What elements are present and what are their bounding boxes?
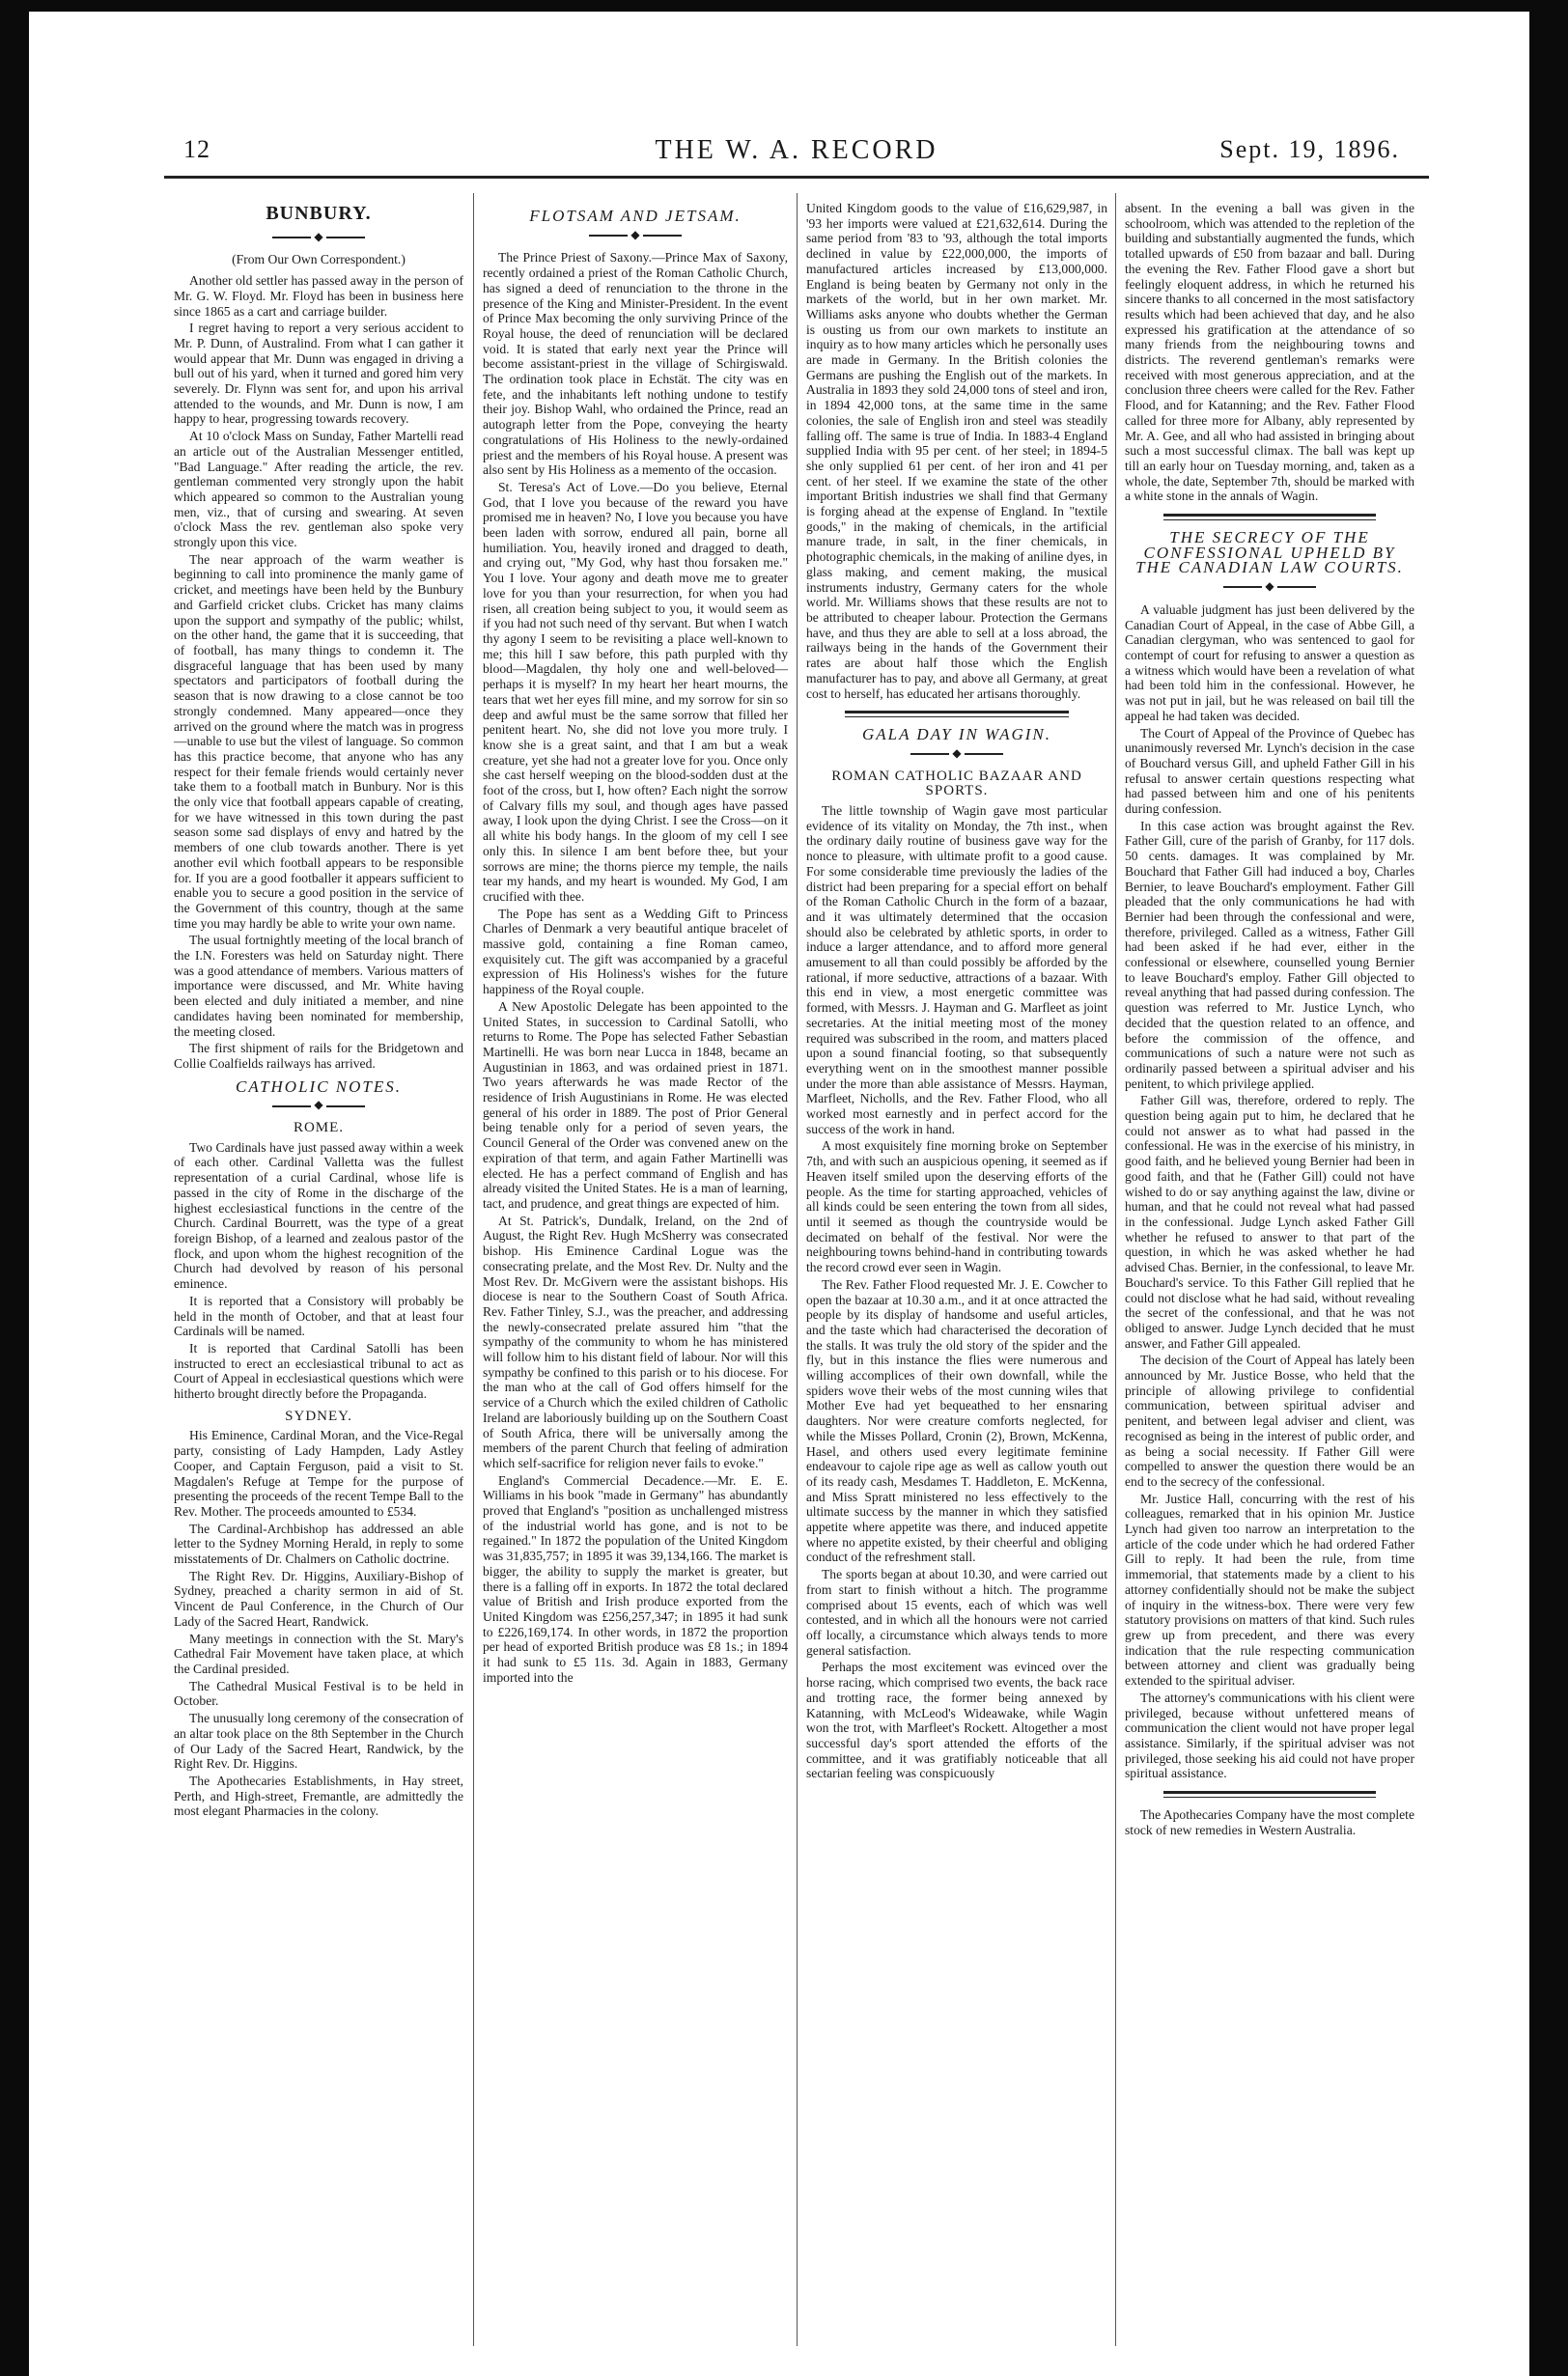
paper-title: THE W. A. RECORD [655,135,938,165]
newspaper-page [164,97,1429,2356]
section-rule [1163,1791,1376,1798]
column-1 [174,201,463,1821]
ornament: ◆ [1125,579,1414,595]
article-paragraph: The Pope has sent as a Wedding Gift to Princess Charles of Denmark a very beautiful antique bracelet of massive gold, containing a fine Roman cameo, exquisitely cut. The gift was accompanied by a graceful expression of His Holiness's wishes for the future happiness of the Royal couple. [483,906,788,997]
article-paragraph: A New Apostolic Delegate has been appointed to the United States, in succession to Cardinal Satolli, who returns to Rome. The Pope has selected Father Sebastian Martinelli. He was born near Lucca in 1848, became an Augustinian in 1863, and was ordained priest in 1871. Two years afterwards he was made Rector of the residence of Irish Augustinians in Rome. He was elected general of his order in 1889. The post of Prior General being tenable only for a period of seven years, the Council General of the Order was convened anew on the expiration of that term, and again Father Martinelli was elected. He has a perfect command of English and has already visited the United States. He is a man of learning, tact, and prudence, and great things are expected of him. [483,998,788,1211]
section-rule [1163,514,1376,520]
article-paragraph: England's Commercial Decadence.—Mr. E. E. Williams in his book "made in Germany" has abundantly proved that England's "position as unchallenged mistress of the industrial world has gone, and is not to be regained." In 1872 the population of the United Kingdom was 31,835,757; in 1895 it was 39,134,166. The market is bigger, the ability to supply the market is greater, but there is a falling off in exports. In 1872 the total declared value of British and Irish produce exported from the United Kingdom was £256,257,347; in 1895 it had sunk to £226,169,174. In other words, in 1872 the proportion per head of exported British produce was £8 1s.; in 1894 it had sunk to £5 11s. 3d. Again in 1883, Germany imported into the [483,1472,788,1685]
article-paragraph: The Apothecaries Establishments, in Hay street, Perth, and High-street, Fremantle, are admittedly the most elegant Pharmacies in the colony. [174,1773,463,1819]
article-paragraph: Father Gill was, therefore, ordered to reply. The question being again put to him, he declared that he could not answer as to what had passed in the confessional. He was in the exercise of his ministry, in good faith, and he believed young Bernier had been in good faith, and that he (Father Gill) could not have wished to do or say anything against the law, divine or human, and that he could not reveal what had passed in the confessional. Judge Lynch asked Father Gill whether he refused to answer to that part of the question, in which he was asked whether he had advised Chas. Bernier, in the confessional, to leave Mr. Bouchard's service. To this Father Gill replied that he could not disclose what he had said, without revealing the secret of the confessional, and that he was not obliged to answer. Judge Lynch decided that he must answer, and Father Gill appealed. [1125,1093,1414,1351]
column-3 [806,201,1107,1783]
article-paragraph: The Prince Priest of Saxony.—Prince Max of Saxony, recently ordained a priest of the Roman Catholic Church, has signed a deed of renunciation to the throne in the presence of the King and Minister-President. In the event of Prince Max becoming the only surviving Prince of the Royal house, the deed of renunciation will be declared void. It is stated that early next year the Prince will become assistant-priest in the village of Schirgiswald. The ordination took place in Echstät. The city was en fete, and the inhabitants left nothing undone to testify their joy. Bishop Wahl, who ordained the Prince, read an autograph letter from the Pope, conveying the hearty congratulations of His Holiness to the newly-ordained priest and the members of his Royal house. A present was also sent by His Holiness as a memento of the occasion. [483,250,788,478]
article-paragraph: The sports began at about 10.30, and were carried out from start to finish without a hitch. The programme comprised about 15 events, each of which was well contested, and in which all the honours were not carried off locally, a circumstance which always tends to more general satisfaction. [806,1567,1107,1658]
section-rule [845,711,1069,717]
ornament: ◆ [806,746,1107,762]
article-paragraph: In this case action was brought against the Rev. Father Gill, cure of the parish of Granby, for 117 dols. 50 cents. damages. It was complained by Mr. Bouchard that Father Gill had induced a boy, Charles Bernier, to leave Bouchard's employment. Father Gill pleaded that the only communications he had with Bernier had been through the confessional and were, therefore, privileged. Called as a witness, Father Gill had been asked if he had ever, either in the confessional or elsewhere, counselled young Bernier to leave Bouchard's employ. Father Gill objected to reveal anything that had passed during confession. The question was referred to Mr. Justice Lynch, who decided that the question related to an offence, and before the commission of the offence, and communications of such a nature were not such as ordinarily passed between a spiritual adviser and his penitent, to which privilege applied. [1125,818,1414,1091]
masthead [164,135,1429,170]
article-paragraph: St. Teresa's Act of Love.—Do you believe, Eternal God, that I love you because of the reward you have promised me in heaven? No, I love you because you have been laden with sorrow, endured all pain, borne all humiliation. You, heavily ironed and dragged to death, and crying out, "My God, why hast thou forsaken me." You I love. Your agony and death move me to greater love for you than your resurrection, for when you had risen, all creation being subject to you, it would seem as if you had not such need of thy servant. But when I watch thy agony I seem to be revisiting a place well-known to me; this hill I saw before, this path purpled with thy blood—Magdalen, thy holy one and well-beloved—perhaps it is myself? In my heart her heart mourns, the tears that wet her eyes fill mine, and my sorrow for sin so deep and awful must be the same sorrow that filled her penitent heart. No, she did not love you more truly. I know she is a great saint, and that I am but a weak creature, yet she had not a greater love for you. Once only she cast herself weeping on the blood-sodden dust at the foot of the cross, but I, how often? Each night the sorrow of Calvary fills my soul, and though ages have passed away, I look upon the dying Christ. I see the Cross—on it all white his body hangs. In the gloom of my cell I see only this. In silence I am bent before thee, but your sorrows are mine; the thorns pierce my temple, the nails tear my hands, and my heart is wounded. My God, I am crucified with thee. [483,479,788,904]
article-paragraph: The unusually long ceremony of the consecration of an altar took place on the 8th September in the Church of Our Lady of the Sacred Heart, Randwick, by the Right Rev. Dr. Higgins. [174,1711,463,1772]
masthead-rule [164,176,1429,179]
article-paragraph: The Cardinal-Archbishop has addressed an able letter to the Sydney Morning Herald, in reply to some misstatements of Dr. Chalmers on Catholic doctrine. [174,1521,463,1567]
catholic-notes-heading: CATHOLIC NOTES. [235,1076,402,1096]
article-paragraph: The Court of Appeal of the Province of Quebec has unanimously reversed Mr. Lynch's decision in the case of Bouchard versus Gill, and upheld Father Gill in his refusal to answer certain questions respecting what had passed between him and one of his penitents during confession. [1125,725,1414,817]
article-paragraph: Many meetings in connection with the St. Mary's Cathedral Fair Movement have taken place, at which the Cardinal presided. [174,1631,463,1676]
article-paragraph: It is reported that Cardinal Satolli has been instructed to erect an ecclesiastical tribunal to act as Court of Appeal in ecclesiastical questions which were hitherto brought directly before the Propaganda. [174,1340,463,1402]
article-paragraph: Two Cardinals have just passed away within a week of each other. Cardinal Valletta was the fullest representation of a curial Cardinal, whose life is passed in the city of Rome in the discharge of the highest ecclesiastical functions in the centre of the Church. Cardinal Bourrett, was the type of a great foreign Bishop, of a learned and zealous pastor of the flock, and upon whom the highest recognition of the Church had devolved by reason of his personal eminence. [174,1139,463,1292]
column-4 [1125,201,1414,1839]
article-paragraph: The Cathedral Musical Festival is to be held in October. [174,1678,463,1709]
article-paragraph: Perhaps the most excitement was evinced over the horse racing, which comprised two events, the back race and trotting race, the former being annexed by Katanning, with McLeod's Wideawake, while Wagin won the trot, with Marfleet's Rockett. Altogether a most successful day's sport attended the efforts of the committee, and it was gratifiably noticeable that all sectarian feeling was conspicuously [806,1660,1107,1781]
article-paragraph: The Right Rev. Dr. Higgins, Auxiliary-Bishop of Sydney, preached a charity sermon in aid of St. Vincent de Paul Conference, in the Church of Our Lady of the Sacred Heart, Randwick. [174,1568,463,1629]
article-paragraph: The first shipment of rails for the Bridgetown and Collie Coalfields railways has arrived. [174,1041,463,1071]
confessional-heading: THE SECRECY OF THE CONFESSIONAL UPHELD BY THE CANADIAN LAW COURTS. [1135,528,1404,577]
ornament: ◆ [174,230,463,245]
column-2 [483,201,788,1688]
article-paragraph: The little township of Wagin gave most particular evidence of its vitality on Monday, the 7th inst., when the ordinary daily routine of business gave way for the nonce to pleasure, with ultimate profit to a good cause. For some considerable time previously the ladies of the district had been preparing for a special effort on behalf of the Roman Catholic Church in the form of a bazaar, and it was ultimately determined that the occasion should also be celebrated by athletic sports, in order to induce a larger attendance, and to afford more general amusement to all than could possibly be afforded by the rational, if more seductive, attractions of a bazaar. With this end in view, a most energetic committee was formed, with Messrs. J. Hayman and G. Marfleet as joint secretaries. At the initial meeting most of the money required was subscribed in the room, and matters placed upon a sound financial footing, so that subsequently everything went on in the smoothest manner possible under the more than able assistance of Messrs. Hayman, Marfleet, Nicholls, and the Rev. Father Flood, who all worked most earnestly and in perfect accord for the success of the work in hand. [806,803,1107,1136]
article-paragraph: The near approach of the warm weather is beginning to call into prominence the manly game of cricket, and meetings have been held by the Bunbury and Garfield cricket clubs. Cricket has many claims upon the support and sympathy of the public; whilst, on the other hand, the game that it is succeeding, that of football, has many things to condemn it. The disgraceful language that has been used by many spectators and participators of football during the season that is now drawing to a close cannot be too strongly condemned. Many appeared—once they arrived on the ground where the match was in progress—unable to use but the vilest of language. So common has this practice become, that anyone who has any respect for their female friends would certainly never take them to a football match in Bunbury. Nor is this the only vice that football appears capable of creating, for we have witnessed in this town during the past season some sad displays of envy and hatred by the members of one club towards another. There is yet another evil which football appears to be responsible for. If you are a good footballer it appears sufficient to enable you to secure a good position in the service of the Government of this country, though at the same time you may hardly be able to write your own name. [174,551,463,931]
article-paragraph: The decision of the Court of Appeal has lately been announced by Mr. Justice Bosse, who held that the principle of allowing privilege to confidential communication, between spiritual adviser and penitent, and between legal adviser and client, was recognised as being in the interest of public order, and as being a social necessity. If Father Gill were compelled to answer the question there would be an end to the secrecy of the confessional. [1125,1353,1414,1489]
gala-day-heading: GALA DAY IN WAGIN. [861,725,1051,744]
correspondent-note: (From Our Own Correspondent.) [232,252,406,267]
article-paragraph: It is reported that a Consistory will probably be held in the month of October, and that at least four Cardinals will be named. [174,1293,463,1339]
page-number: 12 [183,135,210,163]
column-divider [1115,193,1116,2346]
article-paragraph: At St. Patrick's, Dundalk, Ireland, on the 2nd of August, the Right Rev. Hugh McSherry was consecrated bishop. His Eminence Cardinal Logue was the consecrating prelate, and the Most Rev. Dr. Nulty and the Most Rev. Dr. McGivern were the assistant bishops. His diocese is near to the Southern Coast of South Africa. Rev. Father Tinley, S.J., was the preacher, and addressing the newly-consecrated prelate assured him "that the sympathy of the community to whom he has ministered will follow him to his distant field of labour. Nor will this sympathy be confined to this parish or to his diocese. For the man who at the call of God offers himself for the service of a Church which the exiled children of Catholic Ireland are laboriously building up on the Southern Coast of South Africa, there will be universally among the members of the parent Church that feeling of admiration which self-sacrifice for religion never fails to evoke." [483,1213,788,1470]
issue-date: Sept. 19, 1896. [1219,135,1400,163]
ornament: ◆ [174,1098,463,1113]
article-paragraph: I regret having to report a very serious accident to Mr. P. Dunn, of Australind. From what I can gather it would appear that Mr. Dunn was engaged in driving a bull out of his yard, when it turned and gored him very severely. Dr. Flynn was sent for, and upon his arrival attended to the wounds, and Mr. Dunn is now, I am happy to hear, progressing towards recovery. [174,321,463,427]
sydney-heading: SYDNEY. [285,1408,352,1424]
article-paragraph: Another old settler has passed away in the person of Mr. G. W. Floyd. Mr. Floyd has been in business here since 1865 as a cart and carriage builder. [174,273,463,319]
ornament: ◆ [483,228,788,243]
article-paragraph: United Kingdom goods to the value of £16,629,987, in '93 her imports were valued at £21,632,614. During the same period from '83 to '93, although the total imports declined in value by £22,000,000, the imports of manufactured articles increased by £13,000,000. England is being beaten by Germany not only in the markets of the world, but in her own market. Mr. Williams asks anyone who doubts whether the German is ousting us from our own markets to institute an inquiry as to how many articles which he personally uses are made in Germany. In the British colonies the Germans are pushing the English out of the markets. In Australia in 1893 they sold 24,000 tons of steel and iron, in 1894 42,000 tons, at the same time in the same colonies, the sale of English iron and steel was steadily falling off. The same is true of India. In 1883-4 England supplied India with 95 per cent. of her steel; in 1894-5 she only supplied 61 per cent. of her iron and 41 per cent. of her steel. If we examine the state of the other important British industries we shall find that Germany is forging ahead at the expense of England. In "textile goods," in the making of chemicals, in the artificial manure trade, in salt, in the finer chemicals, in photographic chemicals, in the making of aniline dyes, in glass making, and cement making, the musical instruments industry, Germany caters for the whole world. Mr. Williams shows that these results are not to be attributed to cheaper labour. Protection the Germans have, and thus they are able to sell at a loss abroad, the railways being in the hands of the Government their rates are about half those which the English manufacturer has to pay, and above all Germany, at great cost to herself, has educated her artisans thoroughly. [806,201,1107,701]
article-paragraph: absent. In the evening a ball was given in the schoolroom, which was attended to the repletion of the building and substantially augmented the funds, which totalled upwards of £50 from bazaar and ball. During the evening the Rev. Father Flood gave a short but feelingly eloquent address, in which he returned his sincere thanks to all concerned in the most satisfactory results which had been achieved that day, and he also expressed his gratification at the attendance of so many friends from the neighbouring towns and districts. The reverend gentleman's remarks were received with most generous appreciation, and at the conclusion three cheers were called for the Rev. Father Flood, and for Katanning; and the Rev. Father Flood called for three more for Albany, ably represented by Mr. A. Gee, and all who had assisted in bringing about such a most successful climax. The ball was kept up till an early hour on Tuesday morning, and, taken as a whole, the date, September 7th, should be marked with a white stone in the annals of Wagin. [1125,201,1414,504]
flotsam-heading: FLOTSAM AND JETSAM. [529,207,742,225]
article-paragraph: The Rev. Father Flood requested Mr. J. E. Cowcher to open the bazaar at 10.30 a.m., and it at once attracted the people by its display of handsome and useful articles, and the taste which had characterised the decoration of the stalls. It was truly the old story of the spider and the fly, but in this instance the flies were numerous and willing accomplices of their own downfall, while the spiders wove their webs of the most cunning wiles that Mother Eve had yet bequeathed to her ensnaring daughters. Nor were creature comforts neglected, for while the Misses Pollard, Cronin (2), Brown, McKenna, Hasel, and others used every legitimate feminine endeavour to cajole ripe age as well as callow youth out of its ready cash, Mesdames T. Haddleton, E. McKenna, and Miss Spratt ministered no less effectively to the ultimate success by the manner in which they satisfied appetite where appetite was there, and induced appetite where no appetite existed, by their cheerful and obliging conduct of the refreshment stall. [806,1276,1107,1565]
article-paragraph: Mr. Justice Hall, concurring with the rest of his colleagues, remarked that in his opinion Mr. Justice Lynch had given too narrow an interpretation to the article of the code under which he had ordered Father Gill to reply. It had been the rule, from time immemorial, that statements made by a client to his attorney confidentially should not be make the subject of inquiry in the witness-box. There were very few statutory provisions on matters of that kind. Such rules grew up from precedent, and there was every indication that the rule respecting communication between attorney and client was gradually being extended to the spiritual adviser. [1125,1491,1414,1689]
article-paragraph: At 10 o'clock Mass on Sunday, Father Martelli read an article out of the Australian Messenger entitled, "Bad Language." After reading the article, the rev. gentleman commented very strongly upon the habit which appeared so common to the Australian young men, viz., that of cursing and swearing. At seven o'clock Mass the rev. gentleman also spoke very strongly upon this vice. [174,429,463,550]
article-paragraph: His Eminence, Cardinal Moran, and the Vice-Regal party, consisting of Lady Hampden, Lady Astley Cooper, and Captain Ferguson, paid a visit to St. Magdalen's Refuge at Tempe for the purpose of presenting the proceeds of the recent Tempe Ball to the Rev. Mother. The proceeds amounted to £534. [174,1428,463,1519]
column-divider [473,193,474,2346]
article-paragraph: The usual fortnightly meeting of the local branch of the I.N. Foresters was held on Saturday night. There was a good attendance of members. Various matters of importance were discussed, and Mr. White having been elected and duly initiated a member, and nine candidates having been nominated for membership, the meeting closed. [174,933,463,1039]
column-divider [797,193,798,2346]
bunbury-heading: BUNBURY. [266,203,372,224]
rome-heading: ROME. [293,1120,345,1136]
advertisement: The Apothecaries Company have the most complete stock of new remedies in Western Australia. [1125,1807,1414,1837]
article-paragraph: A valuable judgment has just been delivered by the Canadian Court of Appeal, in the case of Abbe Gill, a Canadian clergyman, who was sentenced to gaol for contempt of court for refusing to answer a question as a witness which would have been a revelation of what had been told him in the confessional. However, he was not put in jail, but he was released on bail till the appeal he had taken was decided. [1125,601,1414,723]
article-paragraph: A most exquisitely fine morning broke on September 7th, and with such an auspicious opening, it seemed as if Heaven itself smiled upon the deserving efforts of the people. As the time for starting approached, vehicles of all kinds could be seen entering the town from all sides, until it seemed as though the countryside would be decimated on behalf of the festival. Nor were the neighbouring towns behind-hand in contributing towards the record crowd ever seen in Wagin. [806,1138,1107,1275]
article-paragraph: The attorney's communications with his client were privileged, because without unfettered means of communication the client would not have proper legal assistance. Similarly, if the spiritual adviser was not privileged, those seeking his aid could not have proper spiritual assistance. [1125,1690,1414,1781]
bazaar-heading: ROMAN CATHOLIC BAZAAR AND SPORTS. [831,768,1082,799]
